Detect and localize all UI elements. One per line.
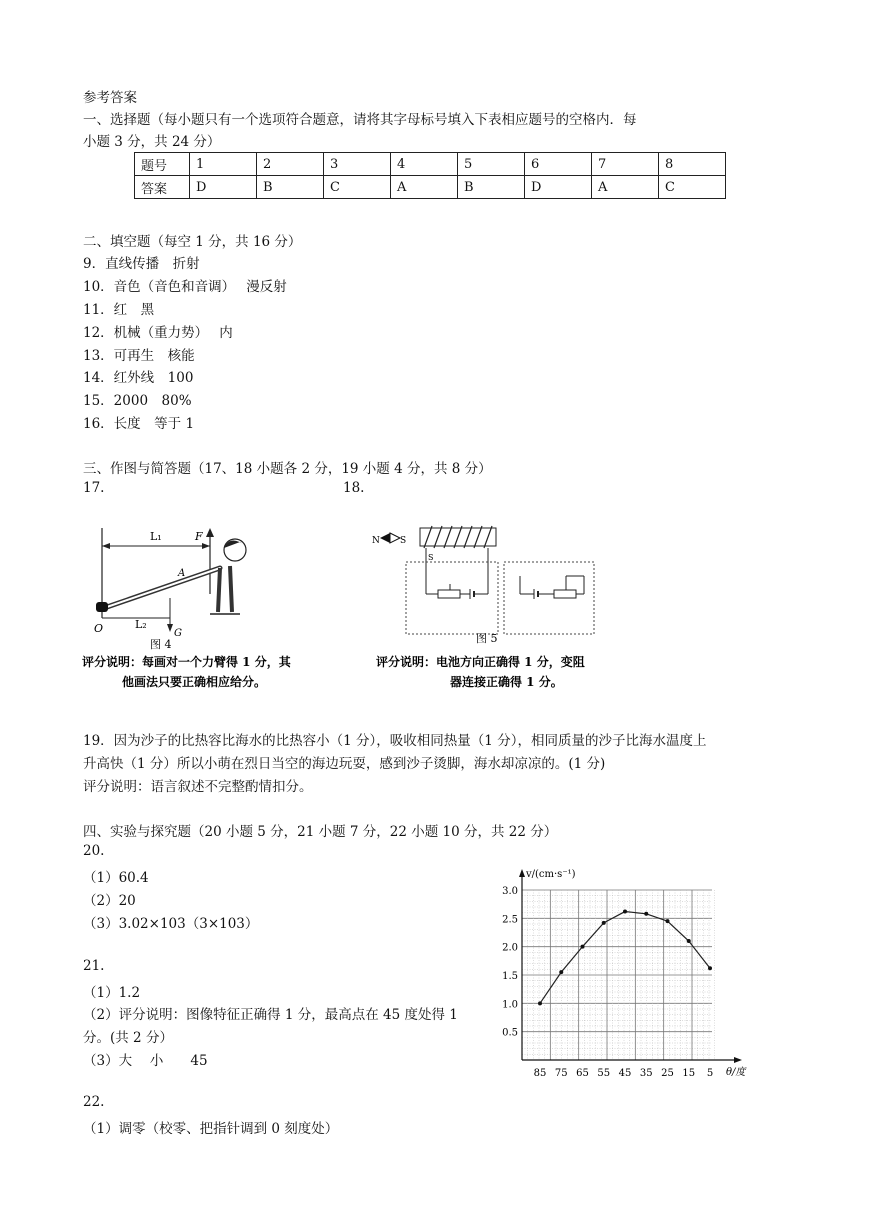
x-tick-label: 75 <box>554 1068 568 1079</box>
y-tick-label: 3.0 <box>502 886 518 897</box>
list-item: （2）评分说明：图像特征正确得 1 分，最高点在 45 度处得 1 <box>83 1007 458 1023</box>
chart-xlabel: θ/度 <box>726 1067 746 1078</box>
section3-heading: 三、作图与简答题（17、18 小题各 2 分，19 小题 4 分，共 8 分） <box>83 461 492 477</box>
label-s2: S <box>428 553 434 562</box>
series-line <box>540 912 710 1004</box>
data-point <box>559 970 563 974</box>
y-tick-label: 2.5 <box>502 914 518 926</box>
table-cell: 2 <box>257 153 324 176</box>
list-item: （1）调零（校零、把指针调到 0 刻度处） <box>83 1121 339 1137</box>
table-cell: A <box>391 176 458 199</box>
answer-table <box>134 152 726 199</box>
data-point <box>708 966 712 970</box>
label-o: O <box>94 622 104 635</box>
y-tick-label: 0.5 <box>502 1027 518 1039</box>
table-cell: 8 <box>659 153 726 176</box>
table-cell: 7 <box>592 153 659 176</box>
figure-4-note-2: 他画法只要正确相应给分。 <box>122 675 267 689</box>
table-cell: C <box>324 176 391 199</box>
list-item: 13．可再生 核能 <box>83 348 195 364</box>
row-header: 答案 <box>135 176 190 199</box>
list-item: （1）60.4 <box>83 870 149 886</box>
figure-5-note-1: 评分说明：电池方向正确得 1 分，变阻 <box>376 655 585 669</box>
list-item: （2）20 <box>83 893 136 909</box>
section4-heading: 四、实验与探究题（20 小题 5 分，21 小题 7 分，22 小题 10 分，共 22 分） <box>83 824 558 840</box>
list-item: 14．红外线 100 <box>83 370 194 386</box>
q19-line1: 19．因为沙子的比热容比海水的比热容小（1 分），吸收相同热量（1 分），相同质量的沙子比海水温度上 <box>83 733 707 749</box>
table-cell: D <box>525 176 592 199</box>
row-header: 题号 <box>135 153 190 176</box>
section1-heading-cont: 小题 3 分，共 24 分） <box>83 134 221 150</box>
table-cell: C <box>659 176 726 199</box>
figure-5-caption: 图 5 <box>476 632 498 645</box>
label-a: A <box>178 568 186 579</box>
x-tick-label: 15 <box>682 1068 696 1079</box>
label-s: S <box>400 536 407 546</box>
x-tick-label: 65 <box>576 1068 589 1079</box>
velocity-angle-chart <box>490 865 770 1085</box>
y-tick-label: 2.0 <box>502 942 518 954</box>
x-tick-label: 85 <box>533 1068 547 1079</box>
figure-4-caption: 图 4 <box>150 638 172 651</box>
chart-tick-labels <box>502 886 713 1079</box>
list-item: 9．直线传播 折射 <box>83 256 200 272</box>
question-20-label: 20. <box>83 843 105 859</box>
table-cell: B <box>257 176 324 199</box>
figure-4-pushup-diagram <box>80 520 360 695</box>
figure-5-note-2: 器连接正确得 1 分。 <box>450 675 563 689</box>
section1-heading: 一、选择题（每小题只有一个选项符合题意，请将其字母标号填入下表相应题号的空格内．每 <box>83 112 637 128</box>
y-tick-label: 1.0 <box>502 999 518 1011</box>
list-item: （3）大 小 45 <box>83 1053 208 1069</box>
table-cell: 4 <box>391 153 458 176</box>
list-item: （3）3.02×103（3×103） <box>83 916 259 932</box>
label-l1: L₁ <box>150 530 162 543</box>
y-axis-arrow <box>519 869 525 877</box>
label-f: F <box>195 530 203 543</box>
question-17-label: 17. <box>83 480 105 496</box>
x-tick-label: 35 <box>639 1068 653 1079</box>
table-row <box>135 176 726 199</box>
list-item: 15．2000 80% <box>83 393 192 409</box>
list-item: 10．音色（音色和音调） 漫反射 <box>83 279 287 295</box>
q19-note: 评分说明：语言叙述不完整酌情扣分。 <box>83 779 313 795</box>
y-tick-label: 1.5 <box>502 971 518 982</box>
question-22-label: 22. <box>83 1094 105 1110</box>
x-tick-label: 5 <box>706 1068 714 1079</box>
table-cell: 3 <box>324 153 391 176</box>
x-tick-label: 45 <box>618 1068 632 1079</box>
x-tick-label: 25 <box>661 1068 674 1079</box>
list-item: （1）1.2 <box>83 985 141 1001</box>
table-cell: 5 <box>458 153 525 176</box>
data-point <box>581 945 585 949</box>
label-g: G <box>174 628 182 639</box>
table-cell: 6 <box>525 153 592 176</box>
label-l2: L₂ <box>135 618 147 631</box>
data-point <box>538 1001 542 1005</box>
list-item: 16．长度 等于 1 <box>83 416 195 432</box>
x-tick-label: 55 <box>597 1068 611 1079</box>
data-point <box>666 919 670 923</box>
page-title: 参考答案 <box>83 90 137 106</box>
table-cell: 1 <box>190 153 257 176</box>
data-point <box>644 912 648 916</box>
figure-4-note-1: 评分说明：每画对一个力臂得 1 分，其 <box>82 655 291 669</box>
data-point <box>602 921 606 925</box>
question-21-label: 21. <box>83 958 105 974</box>
list-item: 12．机械（重力势） 内 <box>83 325 233 341</box>
table-cell: D <box>190 176 257 199</box>
list-item: 11．红 黑 <box>83 302 155 318</box>
label-n: N <box>372 536 380 546</box>
chart-ylabel: v/(cm·s⁻¹) <box>526 869 576 880</box>
question-18-label: 18. <box>343 480 365 496</box>
list-item: 分。(共 2 分） <box>83 1030 173 1046</box>
data-point <box>687 939 691 943</box>
figure-5-circuit-diagram <box>370 520 640 695</box>
table-row <box>135 153 726 176</box>
section2-heading: 二、填空题（每空 1 分，共 16 分） <box>83 234 302 250</box>
table-cell: A <box>592 176 659 199</box>
q19-line2: 升高快（1 分）所以小萌在烈日当空的海边玩耍，感到沙子烫脚，海水却凉凉的。(1 分) <box>83 756 606 772</box>
table-cell: B <box>458 176 525 199</box>
x-axis-arrow <box>734 1057 742 1063</box>
data-point <box>623 910 627 914</box>
